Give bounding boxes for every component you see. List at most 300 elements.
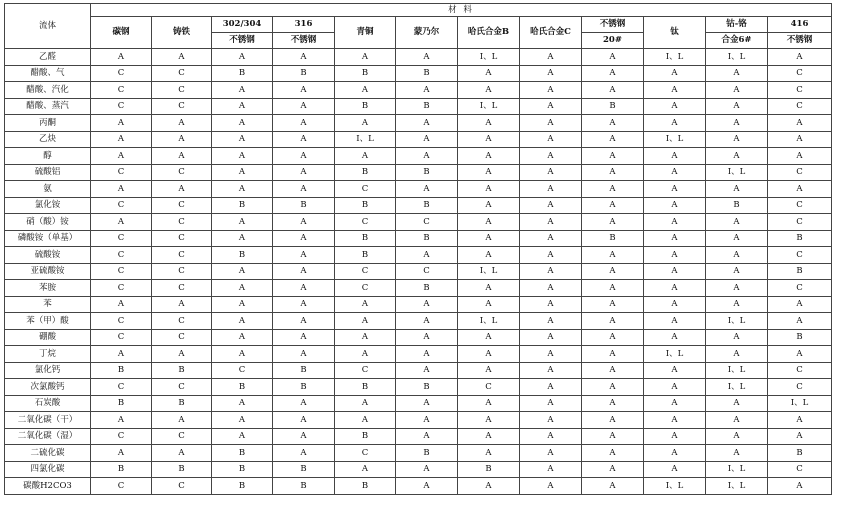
fluid-name-cell: 硼酸 xyxy=(5,329,91,346)
rating-cell: A xyxy=(520,230,582,247)
rating-cell: B xyxy=(273,362,335,379)
rating-cell: A xyxy=(644,247,706,264)
rating-cell: A xyxy=(768,181,832,198)
rating-cell: A xyxy=(768,428,832,445)
table-row xyxy=(5,214,832,231)
rating-cell: A xyxy=(768,49,832,66)
rating-cell: A xyxy=(91,296,152,313)
rating-cell: A xyxy=(212,164,273,181)
rating-cell: B xyxy=(706,197,768,214)
rating-cell: A xyxy=(458,82,520,99)
rating-cell: C xyxy=(152,65,212,82)
rating-cell: C xyxy=(768,197,832,214)
material-subheader-11: 合金6# xyxy=(706,33,768,49)
fluid-name-cell: 醋酸、汽化 xyxy=(5,82,91,99)
rating-cell: A xyxy=(458,148,520,165)
rating-cell: A xyxy=(520,280,582,297)
rating-cell: A xyxy=(520,478,582,495)
rating-cell: A xyxy=(273,280,335,297)
rating-cell: A xyxy=(582,263,644,280)
rating-cell: C xyxy=(396,214,458,231)
rating-cell: B xyxy=(335,65,396,82)
material-header-8: 哈氏合金C xyxy=(520,17,582,49)
rating-cell: A xyxy=(212,214,273,231)
rating-cell: A xyxy=(335,296,396,313)
rating-cell: A xyxy=(273,346,335,363)
table-row xyxy=(5,461,832,478)
fluid-name-cell: 硫酸铝 xyxy=(5,164,91,181)
rating-cell: A xyxy=(458,362,520,379)
rating-cell: A xyxy=(396,115,458,132)
rating-cell: B xyxy=(582,98,644,115)
table-row xyxy=(5,478,832,495)
rating-cell: C xyxy=(768,461,832,478)
rating-cell: A xyxy=(335,346,396,363)
rating-cell: A xyxy=(212,428,273,445)
rating-cell: A xyxy=(212,412,273,429)
table-row xyxy=(5,82,832,99)
rating-cell: B xyxy=(273,379,335,396)
table-row xyxy=(5,346,832,363)
rating-cell: A xyxy=(396,329,458,346)
rating-cell: A xyxy=(768,131,832,148)
material-header-10: 钛 xyxy=(644,17,706,49)
rating-cell: B xyxy=(335,164,396,181)
rating-cell: A xyxy=(212,280,273,297)
fluid-name-cell: 二氧化碳（湿） xyxy=(5,428,91,445)
rating-cell: C xyxy=(152,428,212,445)
rating-cell: A xyxy=(91,412,152,429)
rating-cell: A xyxy=(396,181,458,198)
rating-cell: A xyxy=(212,115,273,132)
rating-cell: A xyxy=(582,329,644,346)
rating-cell: A xyxy=(706,247,768,264)
rating-cell: B xyxy=(458,461,520,478)
rating-cell: A xyxy=(644,461,706,478)
rating-cell: A xyxy=(644,263,706,280)
rating-cell: C xyxy=(152,214,212,231)
rating-cell: A xyxy=(644,412,706,429)
rating-cell: A xyxy=(582,65,644,82)
rating-cell: A xyxy=(644,82,706,99)
rating-cell: I、L xyxy=(768,395,832,412)
fluid-name-cell: 醋酸、气 xyxy=(5,65,91,82)
rating-cell: A xyxy=(644,214,706,231)
rating-cell: C xyxy=(768,214,832,231)
rating-cell: A xyxy=(706,263,768,280)
rating-cell: A xyxy=(273,247,335,264)
fluid-name-cell: 苯 xyxy=(5,296,91,313)
rating-cell: A xyxy=(273,445,335,462)
rating-cell: A xyxy=(273,115,335,132)
rating-cell: A xyxy=(335,82,396,99)
rating-cell: A xyxy=(212,82,273,99)
rating-cell: A xyxy=(273,181,335,198)
table-row xyxy=(5,49,832,66)
rating-cell: A xyxy=(91,445,152,462)
rating-cell: C xyxy=(91,379,152,396)
rating-cell: A xyxy=(458,412,520,429)
rating-cell: I、L xyxy=(706,379,768,396)
rating-cell: C xyxy=(152,197,212,214)
rating-cell: A xyxy=(520,181,582,198)
material-header-6: 蒙乃尔 xyxy=(396,17,458,49)
fluid-name-cell: 碳酸H2CO3 xyxy=(5,478,91,495)
rating-cell: A xyxy=(768,346,832,363)
rating-cell: C xyxy=(335,362,396,379)
rating-cell: C xyxy=(152,98,212,115)
rating-cell: A xyxy=(582,313,644,330)
rating-cell: A xyxy=(458,181,520,198)
header-row-materials xyxy=(5,17,832,33)
rating-cell: A xyxy=(582,478,644,495)
rating-cell: B xyxy=(768,230,832,247)
material-header-12: 416 xyxy=(768,17,832,33)
rating-cell: A xyxy=(273,313,335,330)
rating-cell: A xyxy=(458,65,520,82)
rating-cell: C xyxy=(91,65,152,82)
fluid-name-cell: 丁烷 xyxy=(5,346,91,363)
rating-cell: B xyxy=(335,478,396,495)
rating-cell: A xyxy=(458,280,520,297)
table-row xyxy=(5,395,832,412)
rating-cell: A xyxy=(706,230,768,247)
rating-cell: B xyxy=(396,65,458,82)
table-row xyxy=(5,296,832,313)
rating-cell: A xyxy=(91,49,152,66)
rating-cell: C xyxy=(212,362,273,379)
fluid-name-cell: 乙炔 xyxy=(5,131,91,148)
rating-cell: A xyxy=(396,82,458,99)
rating-cell: A xyxy=(520,115,582,132)
rating-cell: A xyxy=(520,263,582,280)
rating-cell: A xyxy=(152,445,212,462)
rating-cell: C xyxy=(335,263,396,280)
material-subheader-9: 20# xyxy=(582,33,644,49)
rating-cell: A xyxy=(644,296,706,313)
rating-cell: C xyxy=(91,98,152,115)
rating-cell: C xyxy=(91,478,152,495)
rating-cell: A xyxy=(520,296,582,313)
rating-cell: A xyxy=(152,181,212,198)
rating-cell: A xyxy=(396,49,458,66)
rating-cell: I、L xyxy=(706,461,768,478)
rating-cell: C xyxy=(396,263,458,280)
rating-cell: C xyxy=(91,247,152,264)
rating-cell: B xyxy=(212,445,273,462)
rating-cell: A xyxy=(582,49,644,66)
rating-cell: A xyxy=(706,428,768,445)
rating-cell: A xyxy=(91,346,152,363)
rating-cell: C xyxy=(91,313,152,330)
rating-cell: A xyxy=(706,82,768,99)
rating-cell: A xyxy=(458,247,520,264)
rating-cell: A xyxy=(644,181,706,198)
rating-cell: A xyxy=(396,478,458,495)
rating-cell: B xyxy=(335,98,396,115)
rating-cell: A xyxy=(644,148,706,165)
rating-cell: A xyxy=(273,49,335,66)
rating-cell: A xyxy=(273,131,335,148)
rating-cell: A xyxy=(644,313,706,330)
rating-cell: A xyxy=(212,148,273,165)
rating-cell: A xyxy=(458,115,520,132)
table-row xyxy=(5,181,832,198)
rating-cell: C xyxy=(91,428,152,445)
rating-cell: C xyxy=(152,379,212,396)
rating-cell: A xyxy=(212,263,273,280)
rating-cell: A xyxy=(335,395,396,412)
rating-cell: A xyxy=(152,412,212,429)
rating-cell: A xyxy=(520,379,582,396)
rating-cell: A xyxy=(458,329,520,346)
rating-cell: A xyxy=(396,131,458,148)
material-header-1: 碳钢 xyxy=(91,17,152,49)
rating-cell: A xyxy=(273,395,335,412)
rating-cell: A xyxy=(520,49,582,66)
rating-cell: A xyxy=(644,329,706,346)
fluid-name-cell: 乙醛 xyxy=(5,49,91,66)
rating-cell: A xyxy=(152,346,212,363)
rating-cell: A xyxy=(644,395,706,412)
material-header-11: 钴-铬 xyxy=(706,17,768,33)
rating-cell: B xyxy=(396,164,458,181)
rating-cell: A xyxy=(212,131,273,148)
rating-cell: I、L xyxy=(706,164,768,181)
rating-cell: A xyxy=(458,230,520,247)
rating-cell: A xyxy=(273,428,335,445)
rating-cell: B xyxy=(91,395,152,412)
rating-cell: A xyxy=(212,296,273,313)
rating-cell: C xyxy=(335,181,396,198)
rating-cell: A xyxy=(582,412,644,429)
rating-cell: C xyxy=(91,82,152,99)
table-row xyxy=(5,313,832,330)
rating-cell: B xyxy=(212,65,273,82)
table-row xyxy=(5,445,832,462)
rating-cell: A xyxy=(458,131,520,148)
rating-cell: A xyxy=(396,346,458,363)
rating-cell: A xyxy=(458,428,520,445)
rating-cell: A xyxy=(91,148,152,165)
rating-cell: A xyxy=(768,313,832,330)
table-row xyxy=(5,247,832,264)
rating-cell: A xyxy=(520,197,582,214)
rating-cell: A xyxy=(520,412,582,429)
table-row xyxy=(5,131,832,148)
rating-cell: C xyxy=(768,247,832,264)
rating-cell: C xyxy=(768,362,832,379)
rating-cell: A xyxy=(91,214,152,231)
rating-cell: A xyxy=(273,148,335,165)
fluid-name-cell: 亚硫酸铵 xyxy=(5,263,91,280)
rating-cell: A xyxy=(520,445,582,462)
rating-cell: C xyxy=(152,263,212,280)
rating-cell: B xyxy=(396,98,458,115)
rating-cell: A xyxy=(520,329,582,346)
table-row xyxy=(5,115,832,132)
rating-cell: A xyxy=(644,428,706,445)
rating-cell: B xyxy=(152,461,212,478)
rating-cell: C xyxy=(91,197,152,214)
rating-cell: A xyxy=(706,65,768,82)
rating-cell: C xyxy=(152,230,212,247)
rating-cell: B xyxy=(212,461,273,478)
rating-cell: A xyxy=(396,148,458,165)
rating-cell: C xyxy=(458,379,520,396)
rating-cell: A xyxy=(706,445,768,462)
rating-cell: A xyxy=(644,164,706,181)
rating-cell: I、L xyxy=(644,131,706,148)
rating-cell: A xyxy=(706,412,768,429)
rating-cell: A xyxy=(582,214,644,231)
table-row xyxy=(5,98,832,115)
rating-cell: B xyxy=(768,329,832,346)
rating-cell: B xyxy=(212,197,273,214)
rating-cell: A xyxy=(520,395,582,412)
rating-cell: I、L xyxy=(458,49,520,66)
rating-cell: C xyxy=(768,82,832,99)
rating-cell: C xyxy=(152,329,212,346)
rating-cell: A xyxy=(582,346,644,363)
table-row xyxy=(5,412,832,429)
rating-cell: I、L xyxy=(335,131,396,148)
material-header-2: 铸铁 xyxy=(152,17,212,49)
rating-cell: A xyxy=(458,478,520,495)
rating-cell: B xyxy=(91,461,152,478)
material-header-4: 316 xyxy=(273,17,335,33)
rating-cell: A xyxy=(335,49,396,66)
fluid-name-cell: 醇 xyxy=(5,148,91,165)
rating-cell: A xyxy=(582,280,644,297)
table-row xyxy=(5,379,832,396)
rating-cell: A xyxy=(520,346,582,363)
rating-cell: A xyxy=(212,395,273,412)
rating-cell: A xyxy=(706,115,768,132)
fluid-name-cell: 氯化钙 xyxy=(5,362,91,379)
material-header-3: 302/304 xyxy=(212,17,273,33)
rating-cell: A xyxy=(768,148,832,165)
table-row xyxy=(5,263,832,280)
rating-cell: I、L xyxy=(458,313,520,330)
rating-cell: A xyxy=(644,362,706,379)
rating-cell: B xyxy=(152,395,212,412)
rating-cell: A xyxy=(458,296,520,313)
material-header-5: 青铜 xyxy=(335,17,396,49)
rating-cell: A xyxy=(644,230,706,247)
rating-cell: B xyxy=(396,280,458,297)
fluid-name-cell: 苯胺 xyxy=(5,280,91,297)
rating-cell: A xyxy=(396,461,458,478)
rating-cell: C xyxy=(768,65,832,82)
rating-cell: I、L xyxy=(644,478,706,495)
rating-cell: B xyxy=(152,362,212,379)
rating-cell: C xyxy=(335,445,396,462)
rating-cell: C xyxy=(768,98,832,115)
rating-cell: B xyxy=(273,197,335,214)
rating-cell: A xyxy=(396,247,458,264)
rating-cell: I、L xyxy=(644,49,706,66)
rating-cell: B xyxy=(273,478,335,495)
rating-cell: A xyxy=(706,346,768,363)
rating-cell: A xyxy=(458,164,520,181)
rating-cell: C xyxy=(152,478,212,495)
rating-cell: C xyxy=(91,329,152,346)
rating-cell: A xyxy=(582,445,644,462)
rating-cell: A xyxy=(520,82,582,99)
table-row xyxy=(5,428,832,445)
table-row xyxy=(5,280,832,297)
rating-cell: C xyxy=(152,247,212,264)
rating-cell: A xyxy=(520,98,582,115)
rating-cell: A xyxy=(520,362,582,379)
table-row xyxy=(5,164,832,181)
rating-cell: A xyxy=(458,395,520,412)
rating-cell: B xyxy=(273,461,335,478)
fluid-name-cell: 次氯酸钙 xyxy=(5,379,91,396)
rating-cell: A xyxy=(582,247,644,264)
rating-cell: C xyxy=(768,379,832,396)
fluid-name-cell: 苯（甲）酸 xyxy=(5,313,91,330)
rating-cell: A xyxy=(644,115,706,132)
rating-cell: A xyxy=(520,148,582,165)
rating-cell: B xyxy=(396,197,458,214)
fluid-name-cell: 氯化铵 xyxy=(5,197,91,214)
rating-cell: A xyxy=(335,313,396,330)
rating-cell: A xyxy=(335,329,396,346)
rating-cell: A xyxy=(152,49,212,66)
fluid-name-cell: 丙酮 xyxy=(5,115,91,132)
rating-cell: A xyxy=(273,329,335,346)
rating-cell: A xyxy=(458,214,520,231)
rating-cell: B xyxy=(335,379,396,396)
rating-cell: A xyxy=(520,247,582,264)
rating-cell: I、L xyxy=(458,98,520,115)
fluid-name-cell: 醋酸、蒸汽 xyxy=(5,98,91,115)
rating-cell: A xyxy=(582,296,644,313)
rating-cell: A xyxy=(706,329,768,346)
rating-cell: A xyxy=(273,230,335,247)
rating-cell: A xyxy=(273,296,335,313)
rating-cell: A xyxy=(212,346,273,363)
rating-cell: B xyxy=(212,379,273,396)
rating-cell: A xyxy=(335,412,396,429)
rating-cell: A xyxy=(458,445,520,462)
rating-cell: A xyxy=(152,131,212,148)
rating-cell: A xyxy=(644,98,706,115)
rating-cell: A xyxy=(706,214,768,231)
rating-cell: A xyxy=(152,296,212,313)
rating-cell: A xyxy=(582,428,644,445)
rating-cell: A xyxy=(706,280,768,297)
rating-cell: A xyxy=(273,164,335,181)
rating-cell: A xyxy=(212,49,273,66)
rating-cell: A xyxy=(520,65,582,82)
header-row-group xyxy=(5,4,832,17)
rating-cell: A xyxy=(644,280,706,297)
rating-cell: A xyxy=(335,461,396,478)
material-subheader-12: 不锈钢 xyxy=(768,33,832,49)
rating-cell: A xyxy=(91,115,152,132)
rating-cell: C xyxy=(91,263,152,280)
rating-cell: B xyxy=(335,230,396,247)
rating-cell: A xyxy=(396,428,458,445)
rating-cell: A xyxy=(396,362,458,379)
rating-cell: A xyxy=(520,428,582,445)
material-header-7: 哈氏合金B xyxy=(458,17,520,49)
rating-cell: I、L xyxy=(644,346,706,363)
rating-cell: C xyxy=(335,280,396,297)
